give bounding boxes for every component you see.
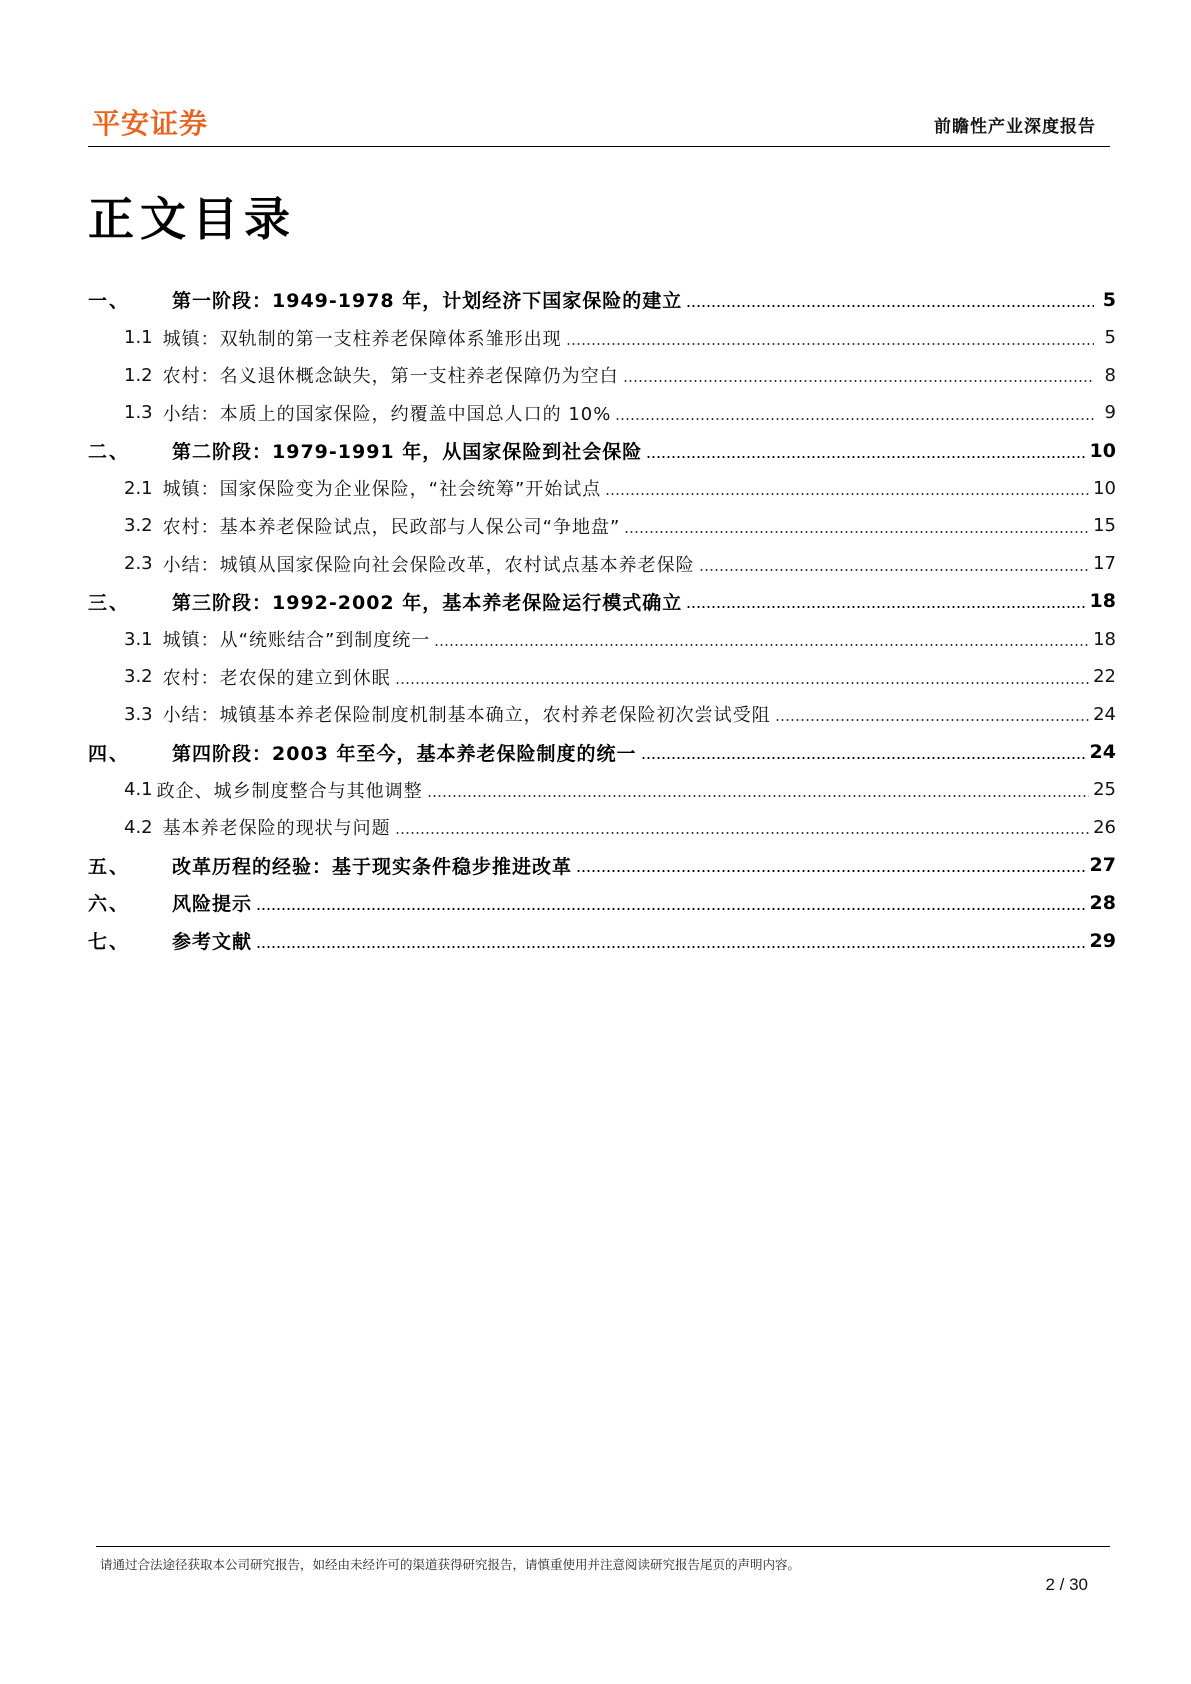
toc-entry-page: 17 [1093, 553, 1116, 575]
toc-entry-title: 农村：名义退休概念缺失，第一支柱养老保障仍为空白 [162, 366, 619, 388]
toc-subsection-entry[interactable] [88, 545, 1116, 583]
toc-subsection-entry[interactable] [88, 356, 1116, 394]
toc-subsection-entry[interactable] [88, 469, 1116, 507]
toc-section-entry[interactable] [88, 432, 1116, 470]
toc-entry-title: 第四阶段：2003 年至今，基本养老保险制度的统一 [172, 742, 637, 765]
toc-dot-leader [775, 718, 1089, 722]
toc-entry-page: 27 [1089, 854, 1116, 877]
toc-subsection-entry[interactable] [88, 620, 1116, 658]
toc-entry-title: 基本养老保险的现状与问题 [162, 818, 391, 840]
toc-dot-leader [624, 530, 1089, 534]
toc-entry-number: 一、 [88, 290, 131, 313]
toc-section-entry[interactable] [88, 922, 1116, 960]
toc-dot-leader [605, 492, 1089, 496]
toc-section-entry[interactable] [88, 583, 1116, 621]
toc-dot-leader [566, 342, 1094, 346]
toc-subsection-entry[interactable] [88, 809, 1116, 847]
toc-entry-title: 小结：城镇从国家保险向社会保险改革，农村试点基本养老保险 [162, 554, 695, 576]
toc-entry-page: 26 [1093, 816, 1116, 838]
toc-entry-number: 3.2 [124, 515, 153, 537]
toc-entry-title: 小结：本质上的国家保险，约覆盖中国总人口的 10% [162, 403, 612, 425]
toc-entry-page: 25 [1093, 779, 1116, 801]
toc-dot-leader [686, 304, 1094, 308]
toc-dot-leader [615, 417, 1094, 421]
report-type-label: 前瞻性产业深度报告 [934, 117, 1096, 137]
toc-entry-page: 18 [1089, 590, 1116, 613]
page-footer [96, 1546, 1110, 1594]
toc-dot-leader [623, 379, 1094, 383]
toc-entry-number: 1.1 [124, 327, 153, 349]
toc-dot-leader [427, 794, 1089, 798]
toc-entry-number: 四、 [88, 742, 131, 765]
toc-entry-title: 城镇：从“统账结合”到制度统一 [162, 630, 431, 652]
toc-section-entry[interactable] [88, 281, 1116, 319]
toc-entry-title: 城镇：国家保险变为企业保险，“社会统筹”开始试点 [162, 479, 602, 501]
toc-entry-page: 8 [1104, 364, 1116, 386]
toc-entry-page: 10 [1093, 477, 1116, 499]
toc-entry-number: 1.3 [124, 402, 153, 424]
brand-logo: 平安证券 [92, 107, 209, 140]
footer-disclaimer: 请通过合法途径获取本公司研究报告，如经由未经许可的渠道获得研究报告，请慎重使用并注意阅读研究报告尾页的声明内容。 [100, 1557, 801, 1572]
toc-dot-leader [395, 681, 1089, 685]
toc-entry-title: 小结：城镇基本养老保险制度机制基本确立，农村养老保险初次尝试受阻 [162, 705, 771, 727]
toc-entry-title: 第一阶段：1949-1978 年，计划经济下国家保险的建立 [172, 290, 683, 313]
page-number: 2 / 30 [1045, 1575, 1088, 1594]
toc-dot-leader [641, 756, 1086, 760]
table-of-contents [88, 281, 1116, 959]
toc-entry-page: 28 [1089, 891, 1116, 914]
toc-entry-number: 1.2 [124, 364, 153, 386]
page-title: 正文目录 [88, 192, 296, 246]
toc-entry-number: 3.1 [124, 628, 153, 650]
toc-dot-leader [434, 643, 1089, 647]
toc-subsection-entry[interactable] [88, 771, 1116, 809]
toc-entry-page: 29 [1089, 929, 1116, 952]
toc-entry-number: 2.3 [124, 553, 153, 575]
toc-subsection-entry[interactable] [88, 394, 1116, 432]
toc-dot-leader [256, 907, 1086, 911]
toc-entry-title: 第三阶段：1992-2002 年，基本养老保险运行模式确立 [172, 591, 683, 614]
toc-entry-title: 农村：基本养老保险试点，民政部与人保公司“争地盘” [162, 516, 621, 538]
toc-entry-page: 24 [1089, 741, 1116, 764]
toc-entry-number: 七、 [88, 931, 131, 954]
toc-entry-number: 六、 [88, 893, 131, 916]
toc-entry-page: 5 [1104, 327, 1116, 349]
toc-dot-leader [395, 831, 1089, 835]
toc-entry-title: 参考文献 [172, 931, 253, 954]
page-header [88, 96, 1110, 147]
toc-dot-leader [576, 869, 1086, 873]
toc-entry-number: 4.1 [124, 779, 153, 801]
toc-entry-number: 3.3 [124, 703, 153, 725]
toc-entry-page: 18 [1093, 628, 1116, 650]
toc-entry-page: 10 [1089, 439, 1116, 462]
toc-section-entry[interactable] [88, 733, 1116, 771]
toc-entry-title: 城镇：双轨制的第一支柱养老保障体系雏形出现 [162, 328, 562, 350]
toc-subsection-entry[interactable] [88, 696, 1116, 734]
toc-dot-leader [686, 605, 1085, 609]
toc-subsection-entry[interactable] [88, 507, 1116, 545]
toc-dot-leader [699, 568, 1089, 572]
toc-entry-page: 9 [1104, 402, 1116, 424]
toc-entry-number: 五、 [88, 855, 131, 878]
toc-entry-page: 15 [1093, 515, 1116, 537]
toc-entry-title: 农村：老农保的建立到休眠 [162, 667, 391, 689]
toc-entry-page: 5 [1102, 288, 1116, 311]
toc-entry-number: 4.2 [124, 816, 153, 838]
toc-dot-leader [256, 945, 1086, 949]
toc-entry-page: 22 [1093, 666, 1116, 688]
toc-entry-number: 三、 [88, 591, 131, 614]
toc-entry-title: 政企、城乡制度整合与其他调整 [156, 780, 423, 802]
toc-section-entry[interactable] [88, 884, 1116, 922]
toc-subsection-entry[interactable] [88, 658, 1116, 696]
toc-entry-title: 第二阶段：1979-1991 年，从国家保险到社会保险 [172, 441, 643, 464]
toc-dot-leader [646, 455, 1085, 459]
toc-section-entry[interactable] [88, 846, 1116, 884]
toc-entry-title: 风险提示 [172, 893, 253, 916]
toc-subsection-entry[interactable] [88, 319, 1116, 357]
toc-entry-number: 2.1 [124, 477, 153, 499]
toc-entry-number: 3.2 [124, 666, 153, 688]
toc-entry-number: 二、 [88, 441, 131, 464]
toc-entry-title: 改革历程的经验：基于现实条件稳步推进改革 [172, 855, 573, 878]
toc-entry-page: 24 [1093, 703, 1116, 725]
